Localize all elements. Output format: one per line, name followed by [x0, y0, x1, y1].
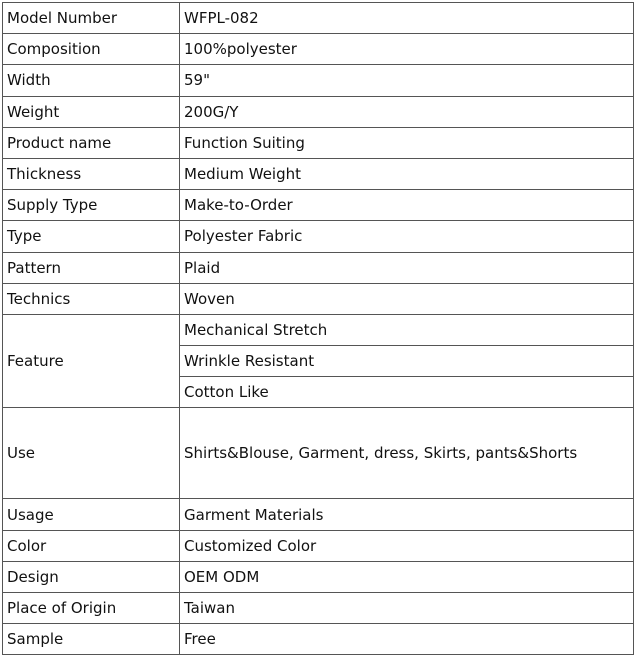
- spec-value: Medium Weight: [180, 158, 634, 189]
- feature-value: Cotton Like: [180, 377, 634, 408]
- table-row-feature: [3, 314, 634, 345]
- spec-label: Weight: [3, 96, 180, 127]
- spec-label: Pattern: [3, 252, 180, 283]
- spec-value: Customized Color: [180, 530, 634, 561]
- feature-value: Wrinkle Resistant: [180, 346, 634, 377]
- spec-label: Thickness: [3, 158, 180, 189]
- table-row: [3, 593, 634, 624]
- table-row: [3, 34, 634, 65]
- use-value: Shirts&Blouse, Garment, dress, Skirts, pants&Shorts: [180, 408, 634, 499]
- feature-label: Feature: [3, 314, 180, 408]
- table-row: [3, 65, 634, 96]
- table-row: [3, 561, 634, 592]
- feature-value: Mechanical Stretch: [180, 314, 634, 345]
- spec-value: Garment Materials: [180, 499, 634, 530]
- spec-label: Model Number: [3, 3, 180, 34]
- table-row-use: [3, 408, 634, 499]
- spec-value: 200G/Y: [180, 96, 634, 127]
- table-row: [3, 252, 634, 283]
- spec-label: Sample: [3, 624, 180, 655]
- spec-value: Free: [180, 624, 634, 655]
- product-spec-table: [2, 2, 634, 655]
- spec-label: Place of Origin: [3, 593, 180, 624]
- table-row: [3, 96, 634, 127]
- table-row: [3, 127, 634, 158]
- spec-label: Design: [3, 561, 180, 592]
- spec-value: Taiwan: [180, 593, 634, 624]
- spec-label: Technics: [3, 283, 180, 314]
- spec-value: Make-to-Order: [180, 190, 634, 221]
- spec-label: Usage: [3, 499, 180, 530]
- table-row: [3, 624, 634, 655]
- use-label: Use: [3, 408, 180, 499]
- spec-value: Polyester Fabric: [180, 221, 634, 252]
- spec-label: Color: [3, 530, 180, 561]
- table-row: [3, 190, 634, 221]
- spec-value: WFPL-082: [180, 3, 634, 34]
- spec-value: Woven: [180, 283, 634, 314]
- table-row: [3, 3, 634, 34]
- spec-value: 100%polyester: [180, 34, 634, 65]
- table-row: [3, 158, 634, 189]
- table-row: [3, 221, 634, 252]
- spec-label: Supply Type: [3, 190, 180, 221]
- spec-value: Function Suiting: [180, 127, 634, 158]
- spec-label: Product name: [3, 127, 180, 158]
- table-row: [3, 530, 634, 561]
- spec-value: OEM ODM: [180, 561, 634, 592]
- spec-value: 59": [180, 65, 634, 96]
- spec-label: Type: [3, 221, 180, 252]
- spec-label: Composition: [3, 34, 180, 65]
- table-row: [3, 499, 634, 530]
- spec-label: Width: [3, 65, 180, 96]
- spec-value: Plaid: [180, 252, 634, 283]
- table-row: [3, 283, 634, 314]
